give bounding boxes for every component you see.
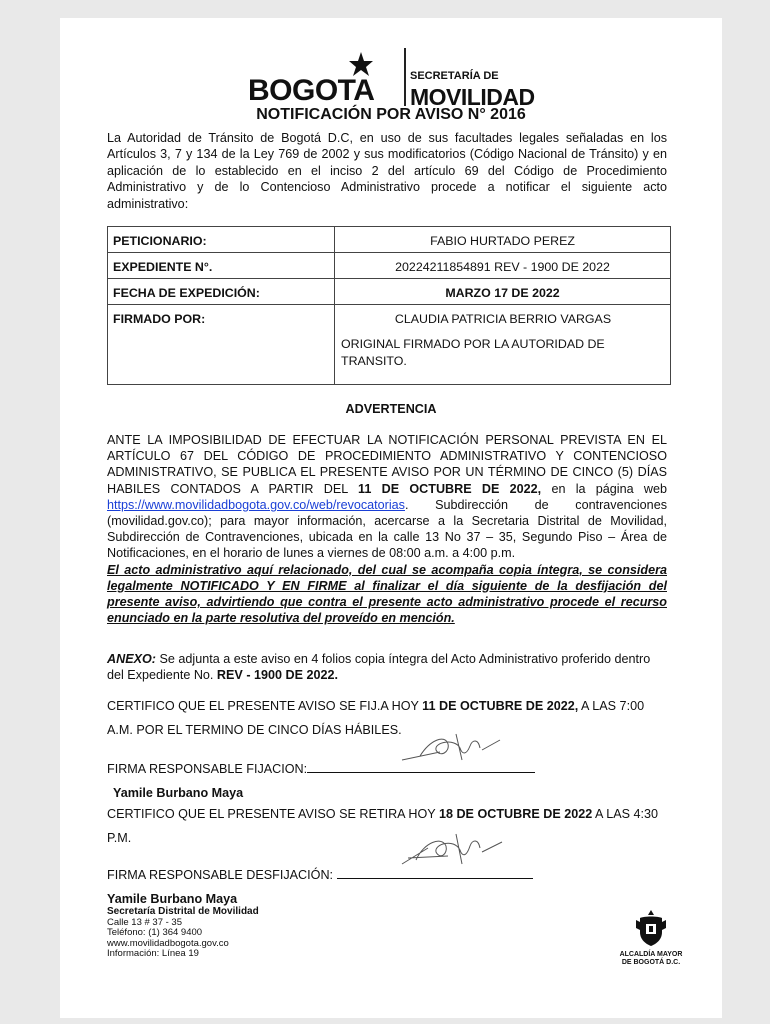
firma-desfijacion-label: FIRMA RESPONSABLE DESFIJACIÓN: [107,868,337,882]
fijacion-text-2: A LAS 7:00 A.M. POR EL TERMINO DE CINCO DÍAS HÁBILES. [107,699,645,737]
fecha-value: MARZO 17 DE 2022 [335,279,671,305]
footer-phone: Teléfono: (1) 364 9400 [107,927,203,938]
footer-info: Información: Línea 19 [107,948,199,959]
signature-desfijacion [398,830,508,868]
signature-line [307,760,535,773]
fecha-label: FECHA DE EXPEDICIÓN: [108,279,335,305]
signature-line [337,866,533,879]
expediente-value: 20224211854891 REV - 1900 DE 2022 [335,253,671,279]
advertencia-text-2: en la página web [541,481,667,496]
firmado-note: ORIGINAL FIRMADO POR LA AUTORIDAD DE TRANSITO. [341,337,605,368]
footer-contact [107,907,259,960]
logo-divider [404,48,406,106]
signature-fijacion [400,730,510,764]
document-page [60,18,722,1018]
desfijacion-date: 18 DE OCTUBRE DE 2022 [438,807,593,821]
footer-web: www.movilidadbogota.gov.co [107,937,229,949]
peticionario-label: PETICIONARIO: [108,227,335,253]
fijacion-text-1: CERTIFICO QUE EL PRESENTE AVISO SE FIJ.A HOY [107,699,423,713]
intro-paragraph: La Autoridad de Tránsito de Bogotá D.C, en uso de sus facultades legales señaladas en los Artículos 3, 7 y 134 de la Ley 769 de 2002 y sus modificatorios (Código Nacional de Tránsito) y en aplicación de lo establecido en el inciso 2 del artículo 69 del Código de Procedimiento Administrativo y de lo Contencioso Administrativo procede a notificar el siguiente acto administrativo: [107,131,667,211]
peticionario-value: FABIO HURTADO PEREZ [335,227,671,253]
coat-of-arms-icon [634,908,668,948]
fijacion-name: Yamile Burbano Maya [113,786,244,800]
firma-desfijacion-row [107,866,533,906]
table-row [108,253,671,279]
anexo-paragraph [107,651,667,683]
anexo-label: ANEXO: [107,652,156,666]
firma-fijacion-label: FIRMA RESPONSABLE FIJACION: [107,762,308,776]
document-title: NOTIFICACIÓN POR AVISO N° 2016 [256,106,526,123]
advertencia-heading: ADVERTENCIA [345,402,437,416]
expediente-label: EXPEDIENTE N°. [108,253,335,279]
certificado-desfijacion [107,802,667,850]
revocatorias-link[interactable]: https://www.movilidadbogota.gov.co/web/revocatorias [107,497,405,512]
bogota-logo-text: BOGOTA [248,74,375,107]
notificado-paragraph: El acto administrativo aquí relacionado, del cual se acompaña copia íntegra, se considera legalmente NOTIFICADO Y EN FIRME al finalizar el día siguiente de la desfijación del presente aviso, advirtiendo que contra el presente acto administrativo procede el recurso enunciado en la parte resolutiva del proveído en mención. [107,562,667,626]
fijacion-date: 11 DE OCTUBRE DE 2022, [422,699,579,713]
anexo-ref: REV - 1900 DE 2022. [216,668,339,683]
firma-fijacion-row [107,760,535,800]
alcaldia-logo [616,908,686,967]
firmado-label: FIRMADO POR: [108,305,335,385]
info-table [107,226,671,385]
firmado-value: CLAUDIA PATRICIA BERRIO VARGAS [394,312,612,326]
desfijacion-text-1: CERTIFICO QUE EL PRESENTE AVISO SE RETIRA HOY [107,807,439,821]
advertencia-text-1: ANTE LA IMPOSIBILIDAD DE EFECTUAR LA NOTIFICACIÓN PERSONAL PREVISTA EN EL ARTÍCULO 67 DEL CÓDIGO DE PROCEDIMIENTO ADMINISTRATIVO Y CONTENCIOSO ADMINISTRATIVO, SE PUBLICA EL PRESENTE AVISO POR UN TÉRMINO DE CINCO (5) DÍAS HABILES CONTADOS A PARTIR DEL [107,433,667,496]
advertencia-body [107,432,667,626]
footer-address: Calle 13 # 37 - 35 [107,916,182,928]
table-row [108,227,671,253]
alcaldia-line-1: ALCALDÍA MAYOR [619,951,683,958]
firmado-cell [335,305,671,385]
star-icon [346,50,376,78]
certificado-fijacion [107,694,667,742]
desfijacion-text-2: A LAS 4:30 P.M. [107,807,659,845]
table-row [108,305,671,385]
footer-org: Secretaría Distrital de Movilidad [107,906,259,917]
anexo-text: Se adjunta a este aviso en 4 folios copia íntegra del Acto Administrativo proferido dentro del Expediente No. [107,652,651,683]
table-row [108,279,671,305]
logo-movilidad: MOVILIDAD [410,84,535,110]
desfijacion-name: Yamile Burbano Maya [107,892,238,906]
advertencia-text-3: . Subdirección de contravenciones (movilidad.gov.co); para mayor información, acercarse a la Secretaria Distrital de Movilidad, Subdirección de Contravenciones, ubicada en la calle 13 No 37 – 35, Segundo Piso – Área de Notificaciones, en el horario de lunes a viernes de 08:00 a.m. a 4:00 p.m. [107,497,667,561]
alcaldia-line-2: DE BOGOTÁ D.C. [621,959,681,966]
logo-secretaria: SECRETARÍA DE [410,70,499,82]
advertencia-date: 11 DE OCTUBRE DE 2022, [358,481,542,496]
